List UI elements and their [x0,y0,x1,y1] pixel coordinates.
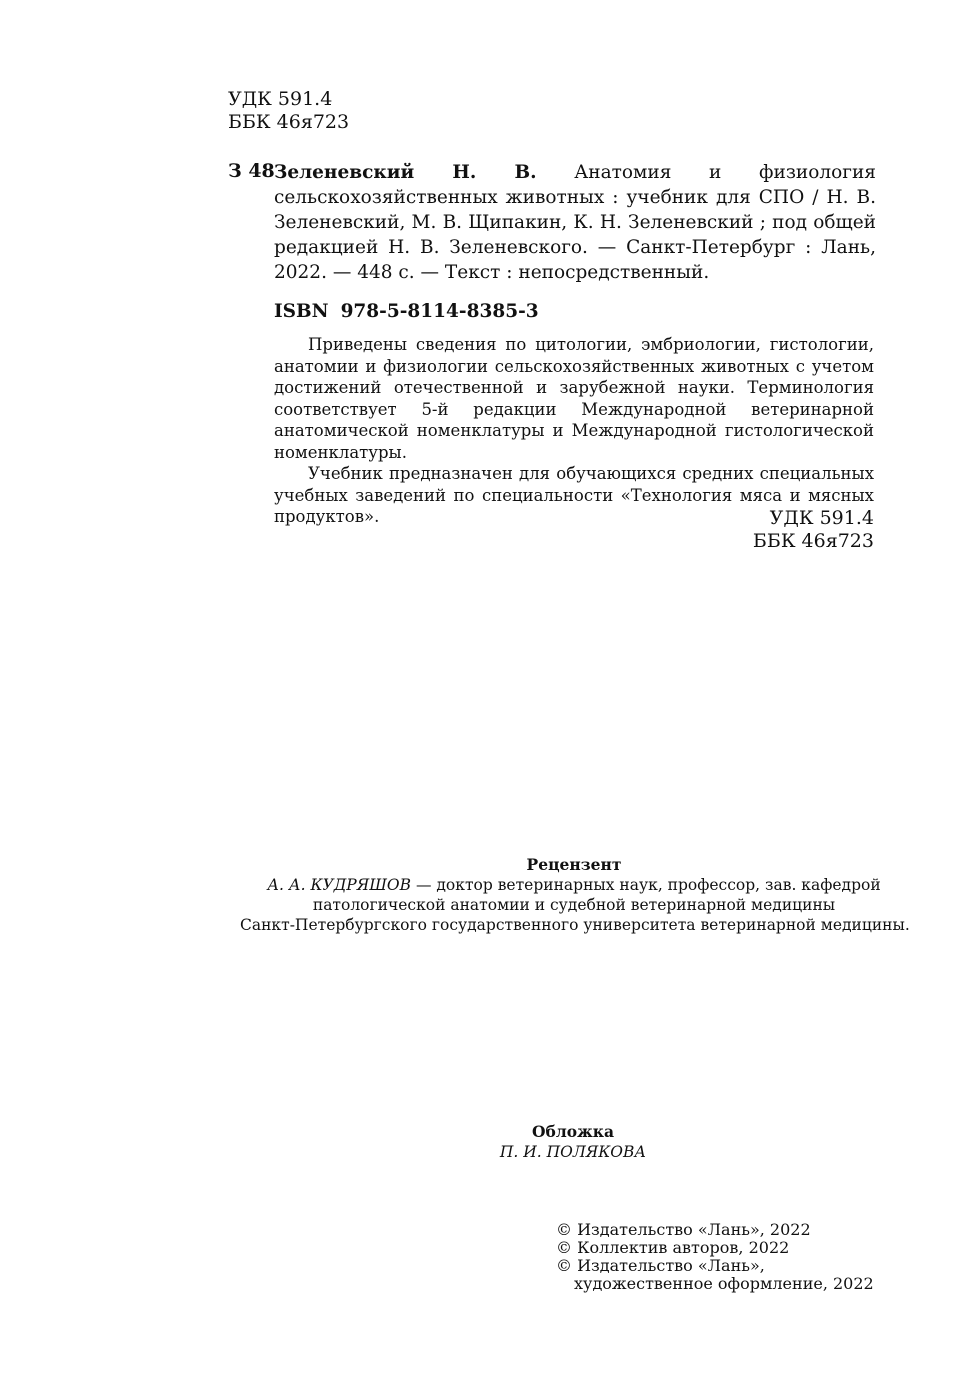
copyright-line-3: © Издательство «Лань», [556,1256,765,1275]
annotation [274,334,874,528]
reviewer-block [240,855,908,935]
isbn-label: ISBN [274,301,329,322]
reviewer-name: А. А. КУДРЯШОВ [267,876,412,894]
annotation-paragraph-1: Приведены сведения по цитологии, эмбриологии, гистологии, анатомии и физиологии сельскохозяйственных животных с учетом достижений отечественной и зарубежной науки. Терминология соответствует 5-й редакции Международной ветеринарной анатомической номенклатуры и Международной гистологической номенклатуры. [274,335,874,462]
cover-designer-name: П. И. ПОЛЯКОВА [499,1143,647,1161]
bibliographic-description [274,160,876,285]
reviewer-line-1 [240,875,908,895]
reviewer-line-2: патологической анатомии и судебной ветеринарной медицины [312,896,836,914]
reviewer-line-3: Санкт-Петербургского государственного университета ветеринарной медицины. [240,916,910,934]
isbn-line [274,300,539,323]
copyright-line-2: © Коллектив авторов, 2022 [556,1238,790,1257]
udk-bbk-right-block [600,507,874,553]
bbk-code-top: ББК 46я723 [228,111,350,133]
annotation-paragraph-2: Учебник предназначен для обучающихся средних специальных учебных заведений по специальности «Технология мяса и мясных продуктов». [274,464,874,526]
author-sign-code: З 48 [228,160,275,182]
author-name: Зеленевский Н. В. [274,162,537,183]
reviewer-credentials: — доктор ветеринарных наук, профессор, зав. кафедрой [411,876,881,894]
bbk-code-right: ББК 46я723 [752,530,874,552]
bibliographic-text: Анатомия и физиология сельскохозяйственных животных : учебник для СПО / Н. В. Зеленевский, М. В. Щипакин, К. Н. Зеленевский ; под общей редакцией Н. В. Зеленевского. — Санкт-Петербург : Лань, 2022. — 448 с. — Текст : непосредственный. [274,162,876,283]
copyright-line-4: художественное оформление, 2022 [574,1274,874,1293]
udk-code-right: УДК 591.4 [769,507,874,529]
copyright-block [556,1221,874,1293]
reviewer-heading: Рецензент [526,855,622,874]
udk-code-top: УДК 591.4 [228,88,333,110]
isbn-number: 978-5-8114-8385-3 [340,301,539,322]
cover-design-block [440,1122,706,1162]
udk-bbk-top-block [228,88,349,134]
cover-heading: Обложка [532,1122,614,1141]
copyright-line-1: © Издательство «Лань», 2022 [556,1220,811,1239]
